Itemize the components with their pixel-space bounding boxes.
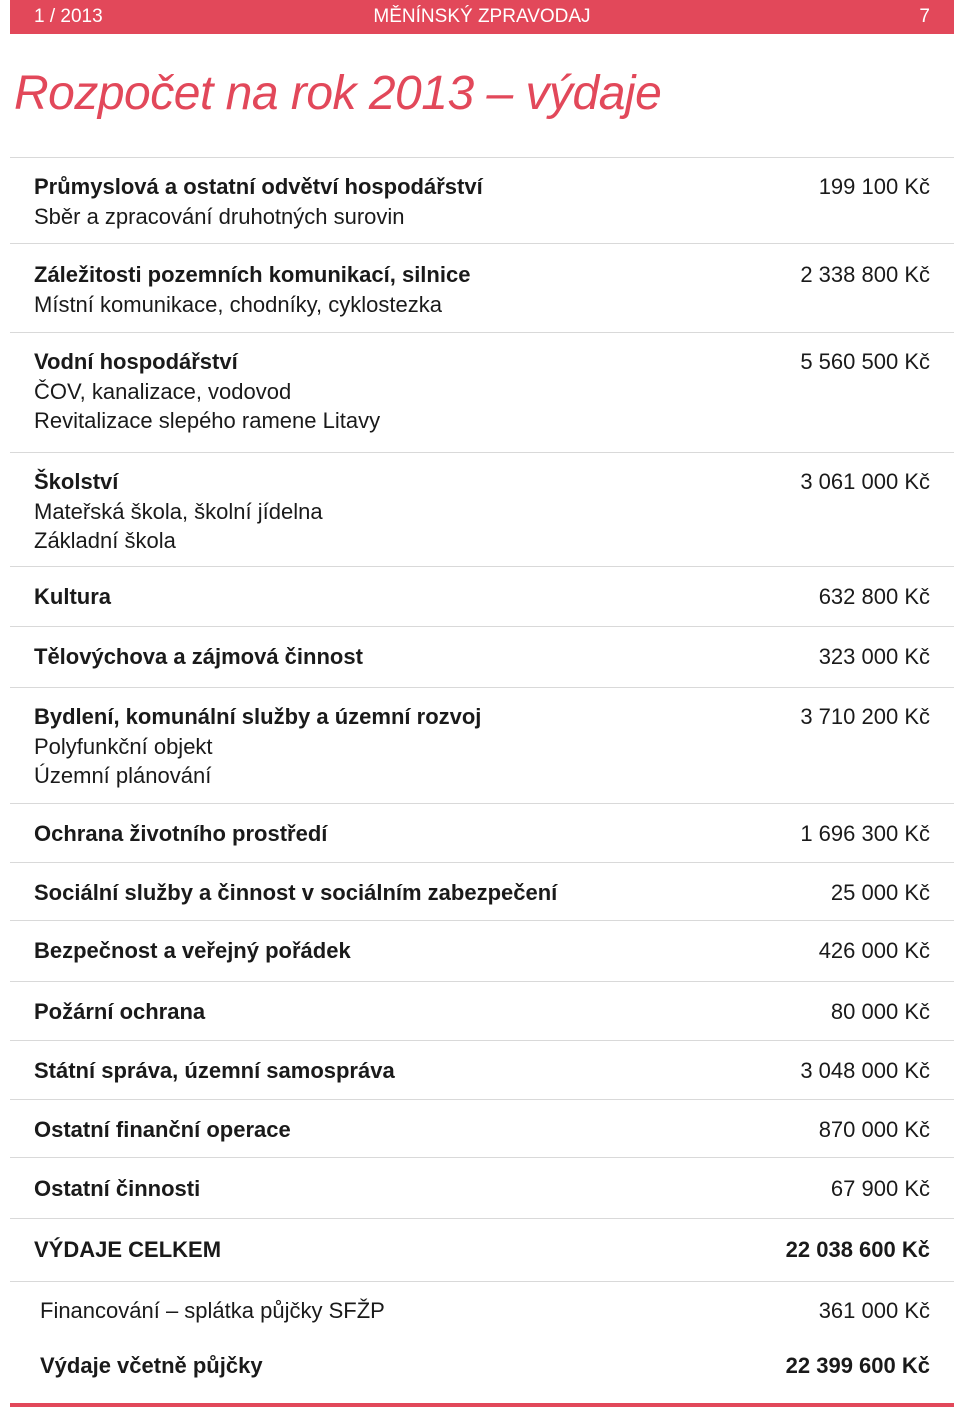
budget-category: Vodní hospodářství: [34, 349, 238, 374]
budget-row: [10, 1157, 954, 1218]
budget-category: Ostatní činnosti: [34, 1176, 201, 1201]
budget-category: Záležitosti pozemních komunikací, silnice: [34, 262, 471, 287]
issue-number: 1 / 2013: [34, 6, 103, 27]
footer-divider: [10, 1403, 954, 1407]
grand-total-row: [10, 1339, 954, 1397]
budget-subitem: Sběr a zpracování druhotných surovin: [34, 203, 405, 229]
budget-row: [10, 452, 954, 566]
budget-row: [10, 981, 954, 1040]
budget-row-labels: [34, 1056, 674, 1086]
budget-row: [10, 626, 954, 687]
budget-row: [10, 243, 954, 332]
budget-row: [10, 157, 954, 243]
budget-subitem: Místní komunikace, chodníky, cyklostezka: [34, 291, 442, 317]
budget-amount: 3 061 000 Kč: [800, 469, 930, 494]
budget-row-labels: [34, 878, 674, 908]
budget-subitem: ČOV, kanalizace, vodovod: [34, 378, 292, 404]
budget-row: [10, 332, 954, 452]
loan-row: [10, 1281, 954, 1339]
budget-category: Školství: [34, 469, 119, 494]
total-row-label: VÝDAJE CELKEM: [34, 1237, 222, 1262]
budget-row-labels: [34, 642, 674, 672]
budget-category: Tělovýchova a zájmová činnost: [34, 644, 363, 669]
budget-amount: 199 100 Kč: [818, 174, 930, 199]
budget-subitem: Základní škola: [34, 528, 176, 553]
header-bar: [10, 0, 954, 34]
budget-row-labels: [34, 260, 674, 319]
budget-row: [10, 862, 954, 920]
budget-row-labels: [34, 997, 674, 1027]
budget-subitem: Mateřská škola, školní jídelna: [34, 498, 323, 524]
budget-table: [10, 157, 954, 1397]
budget-row-labels: [34, 582, 674, 612]
budget-row-labels: [34, 1174, 674, 1204]
budget-row: [10, 1099, 954, 1157]
budget-row-labels: [34, 347, 674, 436]
budget-row-labels: [34, 819, 674, 849]
grand-total-row-amount: 22 399 600 Kč: [785, 1353, 930, 1378]
budget-row: [10, 920, 954, 981]
budget-row-labels: [34, 467, 674, 556]
budget-amount: 67 900 Kč: [830, 1176, 930, 1201]
budget-row-labels: [34, 702, 674, 791]
budget-amount: 426 000 Kč: [818, 938, 930, 963]
budget-amount: 2 338 800 Kč: [800, 262, 930, 287]
budget-row: [10, 1040, 954, 1099]
budget-row-labels: [34, 936, 674, 966]
budget-amount: 1 696 300 Kč: [800, 821, 930, 846]
budget-category: Bydlení, komunální služby a územní rozvoj: [34, 704, 482, 729]
budget-category: Ostatní finanční operace: [34, 1117, 291, 1142]
budget-category: Sociální služby a činnost v sociálním zabezpečení: [34, 880, 558, 905]
budget-subitem: Polyfunkční objekt: [34, 733, 213, 759]
budget-amount: 3 710 200 Kč: [800, 704, 930, 729]
budget-amount: 323 000 Kč: [818, 644, 930, 669]
budget-amount: 870 000 Kč: [818, 1117, 930, 1142]
budget-amount: 80 000 Kč: [830, 999, 930, 1024]
total-row-amount: 22 038 600 Kč: [785, 1237, 930, 1262]
loan-row-amount: 361 000 Kč: [818, 1298, 930, 1323]
publication-name: MĚNÍNSKÝ ZPRAVODAJ: [373, 6, 591, 27]
loan-row-label: Financování – splátka půjčky SFŽP: [40, 1298, 385, 1323]
budget-category: Ochrana životního prostředí: [34, 821, 328, 846]
budget-category: Bezpečnost a veřejný pořádek: [34, 938, 351, 963]
budget-row: [10, 803, 954, 862]
budget-category: Kultura: [34, 584, 111, 609]
budget-amount: 5 560 500 Kč: [800, 349, 930, 374]
budget-category: Státní správa, územní samospráva: [34, 1058, 395, 1083]
budget-row-labels: [34, 172, 674, 231]
budget-row: [10, 566, 954, 626]
page-title: Rozpočet na rok 2013 – výdaje: [14, 67, 662, 120]
budget-amount: 25 000 Kč: [830, 880, 930, 905]
budget-category: Průmyslová a ostatní odvětví hospodářství: [34, 174, 483, 199]
budget-subitem: Revitalizace slepého ramene Litavy: [34, 408, 381, 433]
budget-amount: 3 048 000 Kč: [800, 1058, 930, 1083]
budget-category: Požární ochrana: [34, 999, 206, 1024]
page-number: 7: [919, 6, 930, 27]
budget-amount: 632 800 Kč: [818, 584, 930, 609]
grand-total-row-label: Výdaje včetně půjčky: [40, 1353, 263, 1378]
budget-row-labels: [34, 1115, 674, 1145]
total-row: [10, 1218, 954, 1281]
budget-row: [10, 687, 954, 803]
budget-subitem: Územní plánování: [34, 763, 212, 788]
